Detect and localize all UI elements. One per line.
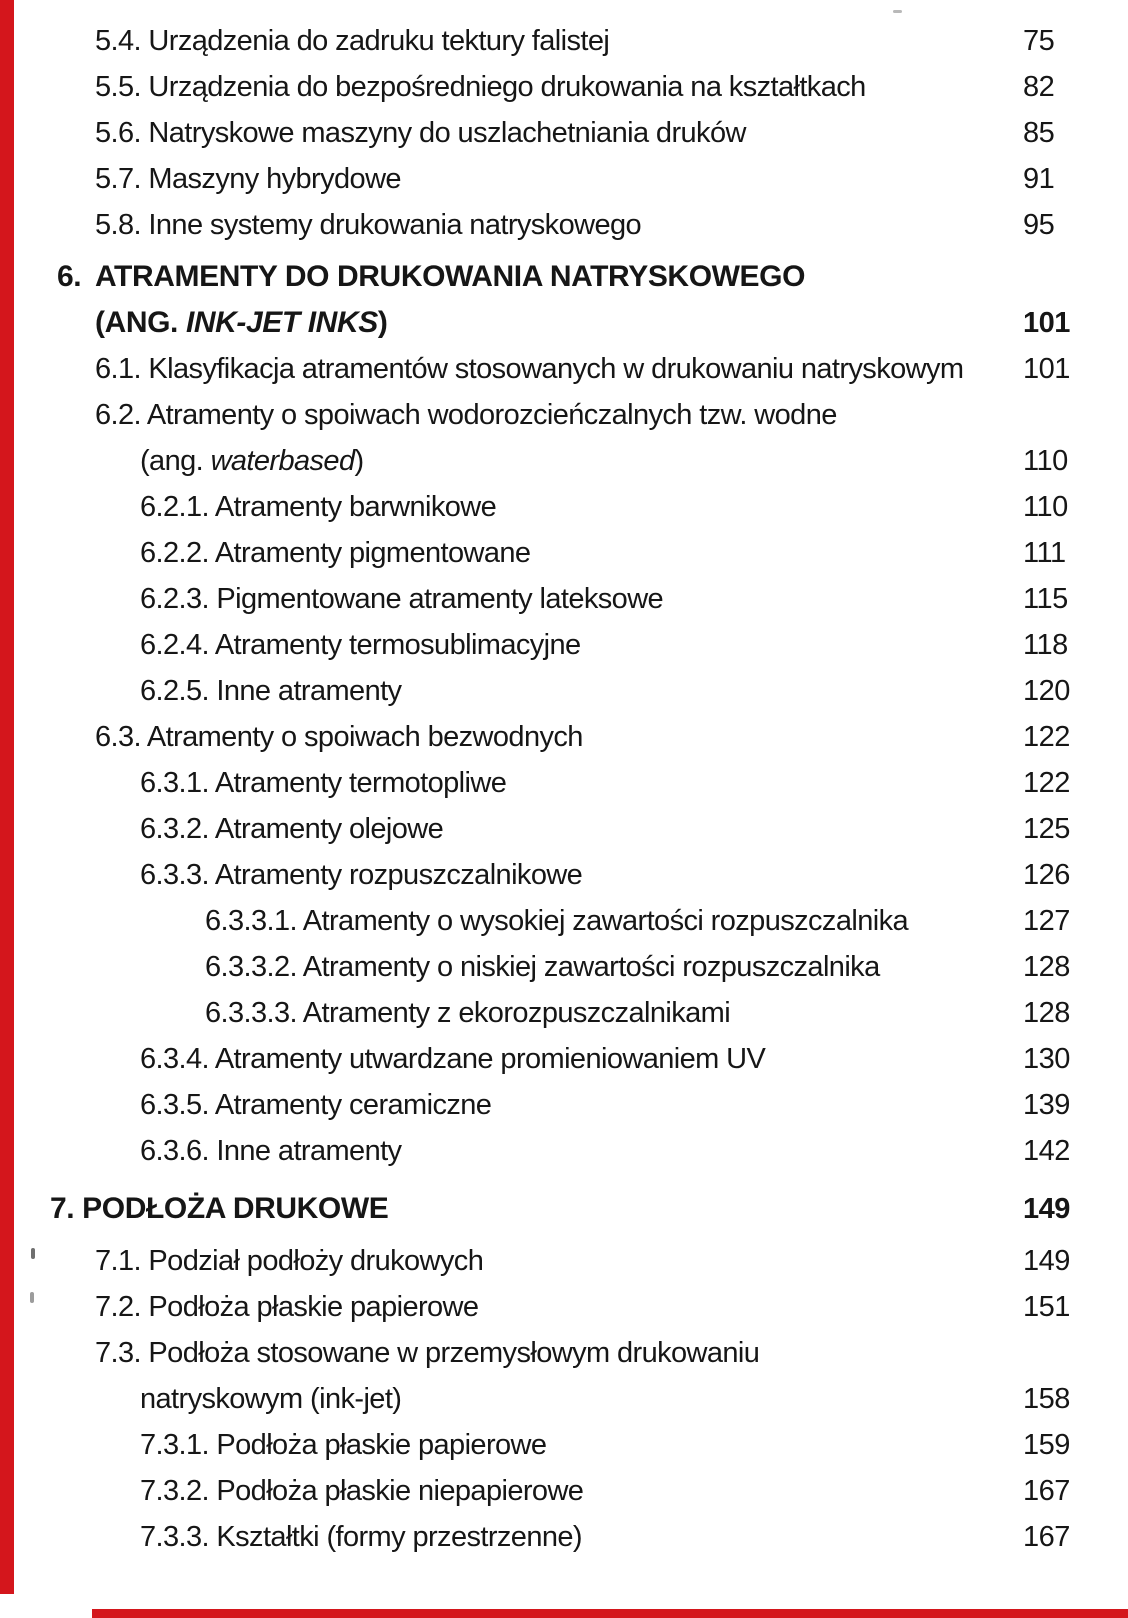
toc-entry-text: [0, 1468, 1128, 1514]
toc-page-number: 101: [1023, 307, 1070, 339]
toc-entry-segment: 6.3.4. Atramenty utwardzane promieniowaniem UV: [140, 1043, 766, 1075]
toc-page-number: 75: [1023, 25, 1055, 57]
toc-entry-text: [0, 484, 1128, 530]
toc-entry-segment: ): [354, 445, 364, 477]
toc-entry-segment: 6.3.5. Atramenty ceramiczne: [140, 1089, 492, 1121]
scan-speck: [893, 10, 902, 13]
toc-page-number: 142: [1023, 1135, 1070, 1167]
toc-entry-text: [0, 622, 1128, 668]
toc-entry-text: [0, 1128, 1128, 1174]
toc-page-number: 91: [1023, 163, 1055, 195]
toc-entry: [0, 852, 1128, 898]
toc-entry-segment: 5.5. Urządzenia do bezpośredniego drukowania na kształtkach: [95, 71, 866, 103]
toc-entry: [0, 714, 1128, 760]
toc-entry: [0, 254, 1128, 346]
toc-entry-text: [0, 944, 1128, 990]
toc-entry-text: [0, 1284, 1128, 1330]
toc-page-number: 95: [1023, 209, 1055, 241]
toc-page-number: 126: [1023, 859, 1070, 891]
toc-page-number: 167: [1023, 1521, 1070, 1553]
toc-entry-segment: 6.3.3.1. Atramenty o wysokiej zawartości rozpuszczalnika: [205, 905, 908, 937]
toc-entry-text: [0, 202, 1128, 248]
toc-page-number: 118: [1023, 629, 1068, 661]
toc-entry-text: [0, 668, 1128, 714]
toc-entry-segment: 6.3.3.2. Atramenty o niskiej zawartości rozpuszczalnika: [205, 951, 880, 983]
toc-entry-text: [0, 300, 1128, 346]
toc-entry: [0, 1468, 1128, 1514]
toc-entry: [0, 18, 1128, 64]
toc-entry-segment: (ang.: [140, 445, 211, 477]
toc-page-number: 111: [1023, 537, 1066, 569]
toc-page-number: 149: [1023, 1245, 1070, 1277]
toc-page-number: 120: [1023, 675, 1070, 707]
toc-entry: [0, 990, 1128, 1036]
toc-entry-text: [0, 18, 1128, 64]
toc-entry-segment: 7.3. Podłoża stosowane w przemysłowym drukowaniu: [95, 1337, 760, 1369]
toc-page-number: 130: [1023, 1043, 1070, 1075]
scan-edge-left-bar: [0, 0, 14, 1594]
scan-speck: [31, 1248, 35, 1259]
toc-entry-italic-segment: INK-JET INKS: [185, 306, 378, 339]
toc-entry: [0, 110, 1128, 156]
toc-page-number: 82: [1023, 71, 1055, 103]
toc-entry: [0, 668, 1128, 714]
toc-entry-segment: ): [377, 306, 388, 339]
toc-entry: [0, 1036, 1128, 1082]
toc-entry: [0, 1082, 1128, 1128]
toc-page-number: 127: [1023, 905, 1070, 937]
toc-page-number: 158: [1023, 1383, 1070, 1415]
toc-entry: [0, 156, 1128, 202]
toc-entry-text: [0, 254, 1128, 300]
toc-entry: [0, 760, 1128, 806]
toc-entry-segment: natryskowym (ink-jet): [140, 1383, 402, 1415]
toc-entry-text: [0, 852, 1128, 898]
toc-entry: [0, 622, 1128, 668]
toc-entry-segment: 6.1. Klasyfikacja atramentów stosowanych w drukowaniu natryskowym: [95, 353, 964, 385]
toc-entry-segment: 7.3.3. Kształtki (formy przestrzenne): [140, 1521, 582, 1553]
toc-entry-segment: 6.3.3. Atramenty rozpuszczalnikowe: [140, 859, 583, 891]
toc-entry: [0, 806, 1128, 852]
toc-entry-segment: 6.2.1. Atramenty barwnikowe: [140, 491, 497, 523]
toc-page-number: 139: [1023, 1089, 1070, 1121]
toc-entry: [0, 346, 1128, 392]
toc-entry-segment: 7.3.2. Podłoża płaskie niepapierowe: [140, 1475, 584, 1507]
toc-entry-segment: 6.2.5. Inne atramenty: [140, 675, 402, 707]
toc-entry-text: [0, 990, 1128, 1036]
toc-page-number: 151: [1023, 1291, 1070, 1323]
toc-entry: [0, 1186, 1128, 1232]
toc-entry-segment: 6.2.2. Atramenty pigmentowane: [140, 537, 531, 569]
toc-entry: [0, 898, 1128, 944]
toc-entry-italic-segment: waterbased: [210, 445, 355, 477]
toc-entry-segment: 7.2. Podłoża płaskie papierowe: [95, 1291, 479, 1323]
toc-entry-segment: 6.2.4. Atramenty termosublimacyjne: [140, 629, 581, 661]
scan-edge-bottom-bar: [92, 1609, 1128, 1618]
toc-entry-segment: 5.4. Urządzenia do zadruku tektury falistej: [95, 25, 610, 57]
toc-page-number: 167: [1023, 1475, 1070, 1507]
toc-entry: [0, 484, 1128, 530]
toc-entry-segment: 5.7. Maszyny hybrydowe: [95, 163, 401, 195]
toc-entry: [0, 202, 1128, 248]
toc-entry-text: [0, 110, 1128, 156]
toc-page-number: 128: [1023, 951, 1070, 983]
toc-entry-text: [0, 156, 1128, 202]
toc-page-number: 110: [1023, 491, 1068, 523]
toc-entry: [0, 1128, 1128, 1174]
toc-entry-text: [0, 760, 1128, 806]
toc-entry-text: [0, 438, 1128, 484]
toc-entry-segment: 7. PODŁOŻA DRUKOWE: [50, 1192, 389, 1225]
toc-page-number: 125: [1023, 813, 1070, 845]
toc-entry-text: [0, 806, 1128, 852]
toc-entry-text: [0, 392, 1128, 438]
toc-entry-segment: (ANG.: [95, 306, 186, 339]
toc-entry-text: [0, 1082, 1128, 1128]
toc-page-number: 85: [1023, 117, 1055, 149]
toc-entry: [0, 1330, 1128, 1422]
toc-entry-segment: 6.3. Atramenty o spoiwach bezwodnych: [95, 721, 583, 753]
toc-entry-text: [0, 898, 1128, 944]
toc-entry: [0, 1514, 1128, 1560]
scan-speck: [30, 1292, 34, 1303]
toc-entry: [0, 576, 1128, 622]
toc-page-number: 128: [1023, 997, 1070, 1029]
toc-entry: [0, 1422, 1128, 1468]
toc-entry: [0, 1238, 1128, 1284]
toc-entry-text: [0, 1330, 1128, 1376]
toc-entry-segment: 6.3.3.3. Atramenty z ekorozpuszczalnikami: [205, 997, 731, 1029]
toc-entry-segment: ATRAMENTY DO DRUKOWANIA NATRYSKOWEGO: [95, 260, 806, 293]
toc-page-number: 110: [1023, 445, 1068, 477]
toc-entry-segment: 7.1. Podział podłoży drukowych: [95, 1245, 484, 1277]
toc-entry-segment: 5.8. Inne systemy drukowania natryskowego: [95, 209, 642, 241]
toc-entry: [0, 944, 1128, 990]
toc-page-number: 115: [1023, 583, 1068, 615]
toc-page-number: 122: [1023, 721, 1070, 753]
toc-entry-text: [0, 1422, 1128, 1468]
toc-entry-text: [0, 1376, 1128, 1422]
toc-entry: [0, 64, 1128, 110]
toc-entry-text: [0, 714, 1128, 760]
toc-entry-text: [0, 1186, 1128, 1232]
toc-entry-text: [0, 346, 1128, 392]
toc-entry-text: [0, 64, 1128, 110]
toc-entry-segment: 7.3.1. Podłoża płaskie papierowe: [140, 1429, 547, 1461]
toc-entry-text: [0, 1514, 1128, 1560]
toc-entry-segment: 6.2. Atramenty o spoiwach wodorozcieńczalnych tzw. wodne: [95, 399, 837, 431]
toc-entry-text: [0, 530, 1128, 576]
toc-entry: [0, 530, 1128, 576]
toc-entry-segment: 5.6. Natryskowe maszyny do uszlachetniania druków: [95, 117, 746, 149]
toc-entry-text: [0, 1036, 1128, 1082]
toc-page-number: 122: [1023, 767, 1070, 799]
toc-entry-text: [0, 576, 1128, 622]
toc-page-number: 159: [1023, 1429, 1070, 1461]
toc-entry: [0, 392, 1128, 484]
toc-entry: [0, 1284, 1128, 1330]
toc-entry-segment: 6.2.3. Pigmentowane atramenty lateksowe: [140, 583, 664, 615]
toc-entry-text: [0, 1238, 1128, 1284]
toc-page-number: 101: [1023, 353, 1070, 385]
toc-entry-segment: 6.3.1. Atramenty termotopliwe: [140, 767, 507, 799]
toc-entry-segment: 6.3.6. Inne atramenty: [140, 1135, 402, 1167]
toc-entry-segment: 6.: [57, 260, 82, 293]
toc-entry-segment: 6.3.2. Atramenty olejowe: [140, 813, 444, 845]
toc-page-number: 149: [1023, 1193, 1070, 1225]
